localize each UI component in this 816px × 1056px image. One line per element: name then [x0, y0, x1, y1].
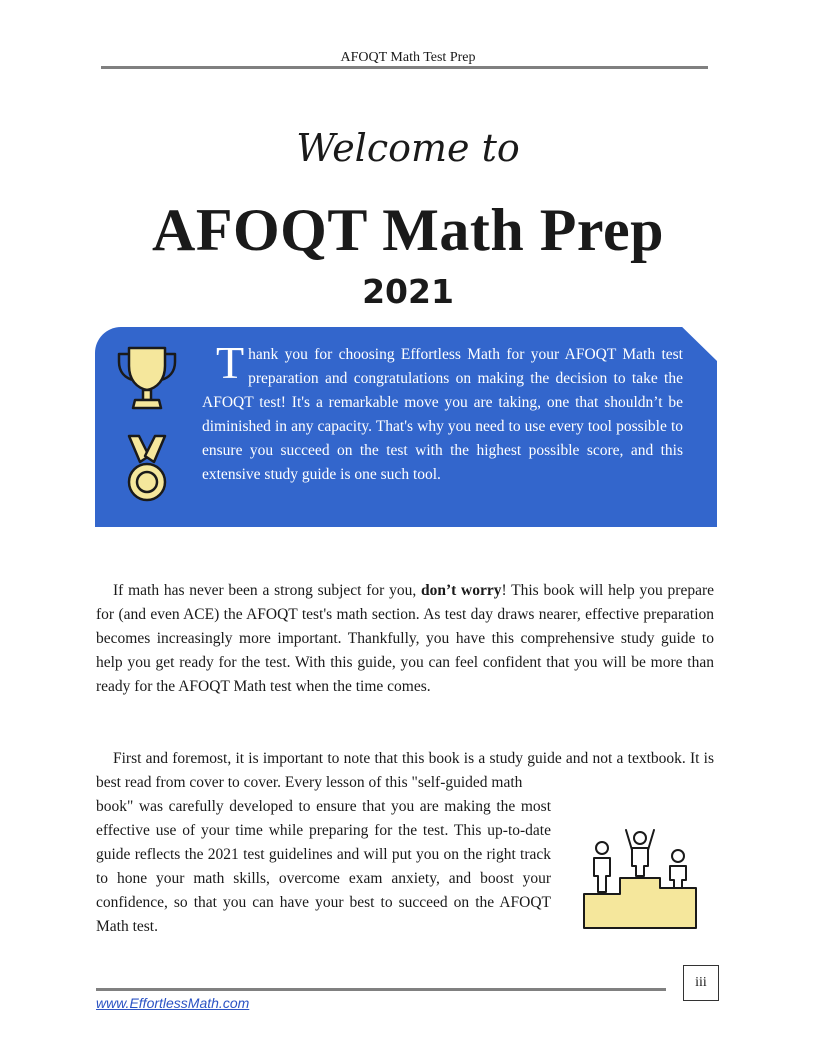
intro-icons — [113, 344, 185, 518]
body-paragraph-1 — [96, 579, 714, 699]
footer-divider — [96, 988, 666, 991]
page-number: iii — [683, 965, 719, 1001]
para1-emphasis: don’t worry — [420, 582, 502, 599]
award-icons-group — [113, 344, 185, 514]
intro-text-body: hank you for choosing Effortless Math for your AFOQT Math test preparation and congratulations on making the decision to take the AFOQT test! It's a remarkable move you are taking, one that shouldn’t be diminished in any capacity. That's why you need to use every tool possible to ensure you succeed on the test with the highest possible score, and this extensive study guide is one such tool. — [202, 346, 683, 483]
para2-wrapped-lines: book" was carefully developed to ensure that you are making the most effective use of your time while preparing for the test. This up-to-date guide reflects the 2021 test guidelines and will put you on the right track to hone your math skills, overcome exam anxiety, and boost your confidence, so that you can have your best to succeed on the AFOQT Math test. — [96, 798, 551, 935]
page-title: AFOQT Math Prep — [152, 197, 664, 263]
para2-full-lines: First and foremost, it is important to note that this book is a study guide and not a textbook. It is best read from cover to cover. Every lesson of this "self-guided math — [96, 750, 714, 791]
medal-icon — [129, 436, 165, 500]
para1-end: ! This book will help you prepare for (and even ACE) the AFOQT test's math section. As test day draws nearer, effective preparation becomes increasingly more important. Thankfully, you have this comprehensive study guide to help you get ready for the test. With this guide, you can feel confident that you will be more than ready for the AFOQT Math test when the time comes. — [96, 582, 714, 695]
header-divider — [101, 66, 708, 69]
winners-podium-icon — [580, 818, 700, 930]
body-paragraph-2-wrapped — [96, 795, 551, 939]
website-link[interactable]: www.EffortlessMath.com — [96, 995, 250, 1011]
para1-start: If math has never been a strong subject for you, — [113, 582, 421, 599]
drop-cap: T — [216, 337, 245, 388]
welcome-heading: Welcome to — [296, 126, 520, 170]
body-paragraph-2 — [96, 747, 714, 795]
trophy-icon — [119, 348, 175, 408]
year-label: 2021 — [362, 272, 454, 311]
running-header: AFOQT Math Test Prep — [340, 50, 476, 65]
intro-paragraph — [202, 337, 683, 487]
